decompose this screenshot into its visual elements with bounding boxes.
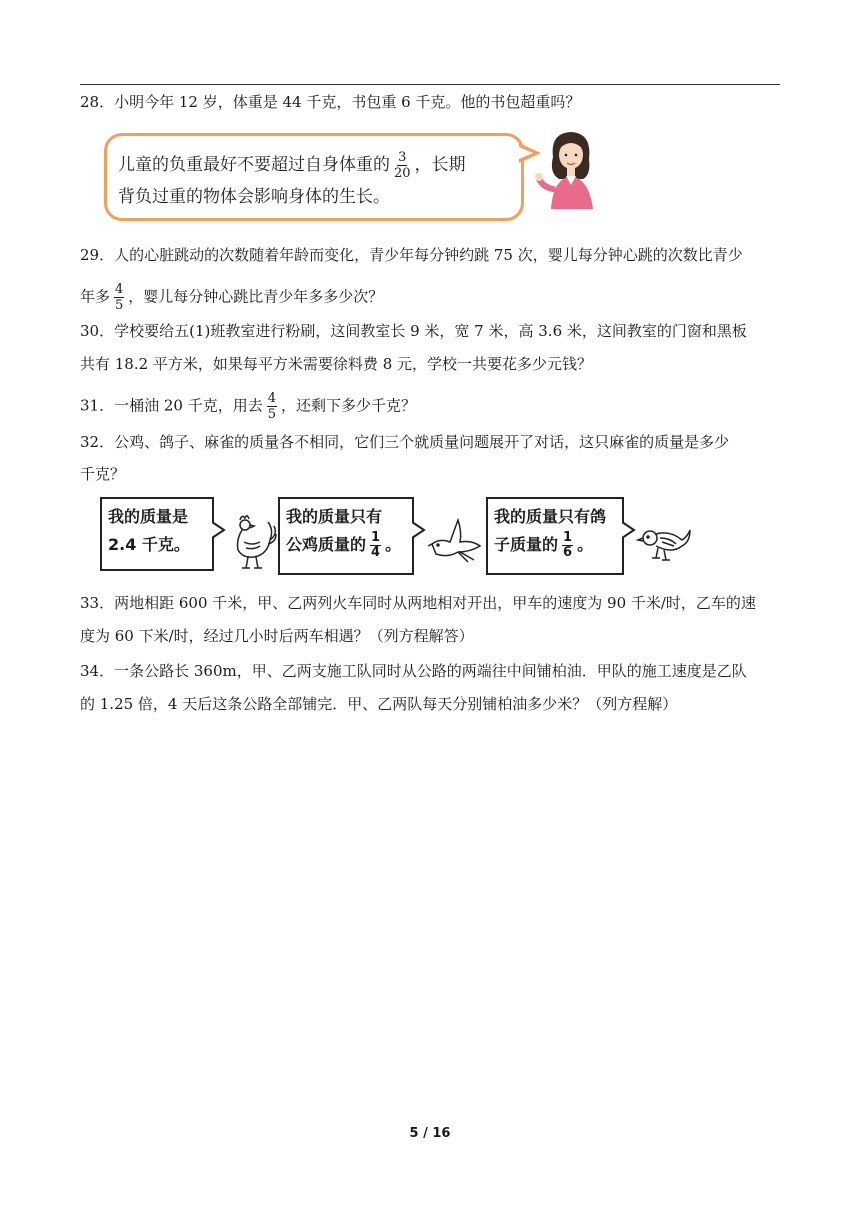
pigeon-speech-tail — [412, 520, 426, 540]
bubble-line-1: 儿童的负重最好不要超过自身体重的 $\frac{3}{20}$ ，长期 — [118, 150, 466, 181]
header-rule — [80, 84, 780, 85]
question-30-line-2: 共有 18.2 平方米，如果每平方米需要徐料费 8 元，学校一共要花多少元钱？ — [80, 355, 593, 373]
fraction-4-5: $\frac{4}{5}$ — [267, 391, 276, 422]
rooster-speech-tail — [212, 520, 226, 540]
fraction-4-5: $\frac{4}{5}$ — [115, 282, 124, 313]
question-33-line-2: 度为 60 下米/时，经过几小时后两车相遇？（列方程解答） — [80, 627, 474, 645]
fraction-1-6: $\frac{1}{6}$ — [563, 530, 573, 560]
sparrow-illustration — [636, 522, 692, 568]
question-31: 31．一桶油 20 千克，用去 $\frac{4}{5}$ ，还剩下多少千克？ — [80, 391, 417, 422]
question-28: 28．小明今年 12 岁，体重是 44 千克，书包重 6 千克。他的书包超重吗？ — [80, 93, 581, 111]
fraction-1-4: $\frac{1}{4}$ — [371, 530, 381, 560]
sparrow-speech-tail — [622, 520, 636, 540]
pigeon-illustration — [428, 516, 484, 566]
question-32-line-1: 32．公鸡、鸽子、麻雀的质量各不相同，它们三个就质量问题展开了对话，这只麻雀的质量是多少 — [80, 433, 730, 451]
question-29-line-2: 年多 $\frac{4}{5}$ ，婴儿每分钟心跳比青少年多多少次？ — [80, 282, 384, 313]
pigeon-speech-box: 我的质量只有 公鸡质量的 $\frac{1}{4}$ 。 — [278, 497, 414, 575]
rooster-illustration — [226, 512, 278, 572]
rooster-speech-box: 我的质量是 2.4 千克。 — [100, 497, 214, 571]
bubble-line-2: 背负过重的物体会影响身体的生长。 — [118, 187, 390, 207]
question-33-line-1: 33．两地相距 600 千米，甲、乙两列火车同时从两地相对开出，甲车的速度为 90 千米/时，乙车的速 — [80, 594, 756, 612]
page-number: 5 / 16 — [409, 1126, 451, 1141]
question-30-line-1: 30．学校要给五(1)班教室进行粉刷，这间教室长 9 米，宽 7 米，高 3.6 米，这间教室的门窗和黑板 — [80, 322, 747, 340]
fraction-3-20: $\frac{3}{20}$ — [394, 150, 411, 181]
sparrow-speech-box: 我的质量只有鸽 子质量的 $\frac{1}{6}$ 。 — [486, 497, 624, 575]
question-34-line-2: 的 1.25 倍，4 天后这条公路全部铺完．甲、乙两队每天分别铺柏油多少米？（列方程解） — [80, 695, 678, 713]
question-32-line-2: 千克？ — [80, 465, 126, 483]
question-34-line-1: 34．一条公路长 360m，甲、乙两支施工队同时从公路的两端往中间铺柏油．甲队的施工速度是乙队 — [80, 662, 747, 680]
teacher-illustration — [535, 127, 605, 209]
question-29-line-1: 29．人的心脏跳动的次数随着年龄而变化，青少年每分钟约跳 75 次，婴儿每分钟心跳的次数比青少 — [80, 246, 743, 264]
